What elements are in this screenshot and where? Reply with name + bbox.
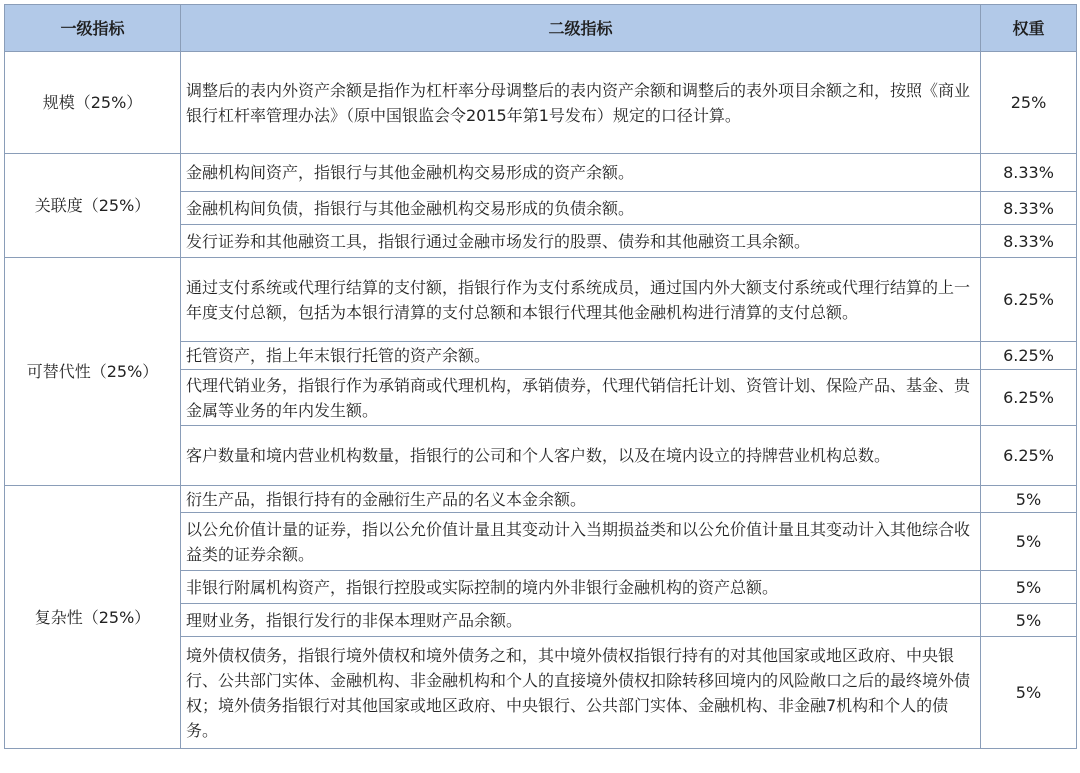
weight-value: 6.25% bbox=[981, 426, 1077, 486]
weight-value: 6.25% bbox=[981, 258, 1077, 342]
weight-value: 25% bbox=[981, 52, 1077, 154]
weight-value: 8.33% bbox=[981, 192, 1077, 225]
table-row bbox=[5, 258, 1077, 342]
level2-indicator: 调整后的表内外资产余额是指作为杠杆率分母调整后的表内资产余额和调整后的表外项目余额之和，按照《商业银行杠杆率管理办法》（原中国银监会令2015年第1号发布）规定的口径计算。 bbox=[181, 52, 981, 154]
level1-indicator: 规模（25%） bbox=[5, 52, 181, 154]
weight-value: 5% bbox=[981, 604, 1077, 637]
weight-value: 6.25% bbox=[981, 342, 1077, 370]
level2-indicator: 代理代销业务，指银行作为承销商或代理机构，承销债券，代理代销信托计划、资管计划、保险产品、基金、贵金属等业务的年内发生额。 bbox=[181, 370, 981, 426]
level2-indicator: 金融机构间资产，指银行与其他金融机构交易形成的资产余额。 bbox=[181, 154, 981, 192]
header-level1: 一级指标 bbox=[5, 5, 181, 52]
weight-value: 5% bbox=[981, 513, 1077, 571]
table-row bbox=[5, 154, 1077, 192]
weight-value: 5% bbox=[981, 637, 1077, 749]
level2-indicator: 客户数量和境内营业机构数量，指银行的公司和个人客户数，以及在境内设立的持牌营业机构总数。 bbox=[181, 426, 981, 486]
table-row bbox=[5, 52, 1077, 154]
weight-value: 8.33% bbox=[981, 154, 1077, 192]
header-weight: 权重 bbox=[981, 5, 1077, 52]
level2-indicator: 衍生产品，指银行持有的金融衍生产品的名义本金余额。 bbox=[181, 486, 981, 513]
indicator-table bbox=[4, 4, 1077, 749]
level1-indicator: 可替代性（25%） bbox=[5, 258, 181, 486]
level2-indicator: 非银行附属机构资产，指银行控股或实际控制的境内外非银行金融机构的资产总额。 bbox=[181, 571, 981, 604]
level2-indicator: 境外债权债务，指银行境外债权和境外债务之和，其中境外债权指银行持有的对其他国家或地区政府、中央银行、公共部门实体、金融机构、非金融机构和个人的直接境外债权扣除转移回境内的风险敞口之后的最终境外债权；境外债务指银行对其他国家或地区政府、中央银行、公共部门实体、金融机构、非金融7机构和个人的债务。 bbox=[181, 637, 981, 749]
level2-indicator: 金融机构间负债，指银行与其他金融机构交易形成的负债余额。 bbox=[181, 192, 981, 225]
level1-indicator: 复杂性（25%） bbox=[5, 486, 181, 749]
header-row bbox=[5, 5, 1077, 52]
weight-value: 5% bbox=[981, 571, 1077, 604]
header-level2: 二级指标 bbox=[181, 5, 981, 52]
level2-indicator: 通过支付系统或代理行结算的支付额，指银行作为支付系统成员，通过国内外大额支付系统或代理行结算的上一年度支付总额，包括为本银行清算的支付总额和本银行代理其他金融机构进行清算的支付总额。 bbox=[181, 258, 981, 342]
level2-indicator: 以公允价值计量的证券，指以公允价值计量且其变动计入当期损益类和以公允价值计量且其变动计入其他综合收益类的证券余额。 bbox=[181, 513, 981, 571]
level1-indicator: 关联度（25%） bbox=[5, 154, 181, 258]
level2-indicator: 理财业务，指银行发行的非保本理财产品余额。 bbox=[181, 604, 981, 637]
weight-value: 5% bbox=[981, 486, 1077, 513]
level2-indicator: 托管资产，指上年末银行托管的资产余额。 bbox=[181, 342, 981, 370]
weight-value: 8.33% bbox=[981, 225, 1077, 258]
table-row bbox=[5, 486, 1077, 513]
level2-indicator: 发行证券和其他融资工具，指银行通过金融市场发行的股票、债券和其他融资工具余额。 bbox=[181, 225, 981, 258]
weight-value: 6.25% bbox=[981, 370, 1077, 426]
